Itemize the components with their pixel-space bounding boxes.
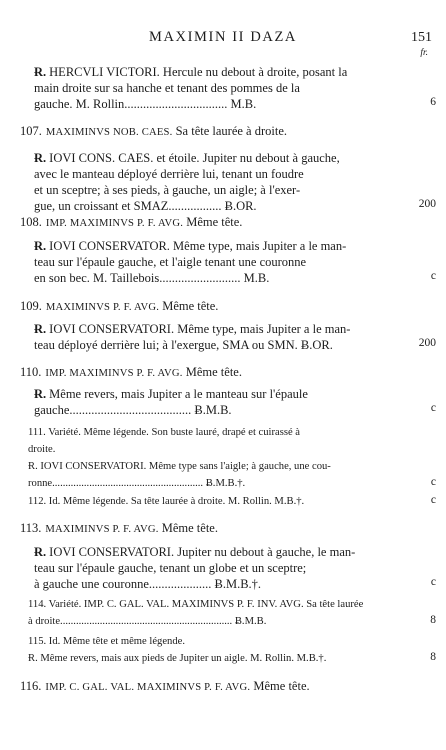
text-line: Ɍ. Même revers, mais aux pieds de Jupiter un aigle. M. Rollin. M.B.†. xyxy=(28,653,327,664)
obverse-description: Même tête. xyxy=(182,365,242,379)
entry-number: 116. xyxy=(20,679,42,693)
text-line: gauche....................................... Ƀ.M.B. xyxy=(34,403,232,417)
obverse-legend: IMP. C. GAL. VAL. MAXIMINVS P. F. AVG. xyxy=(45,682,251,693)
text-line: main droite sur sa hanche et tenant des pommes de la xyxy=(34,81,300,95)
reverse-symbol: Ɍ. xyxy=(34,151,47,165)
entry-number: 113. xyxy=(20,521,42,535)
rarity-value: 8 xyxy=(430,614,436,626)
text-line: à gauche une couronne.................... Ƀ.M.B.†. xyxy=(34,577,262,591)
reverse-symbol: Ɍ. xyxy=(34,322,47,336)
text-line: teau sur l'épaule gauche, tenant un globe et un sceptre; xyxy=(34,561,307,575)
text-line: Ɍ. IOVI CONSERVATORI. Même type sans l'aigle; à gauche, une cou- xyxy=(28,461,331,472)
rarity-value: c xyxy=(430,270,436,282)
text-line: en son bec. M. Taillebois.......................... M.B. xyxy=(34,271,270,285)
obverse-description: Même tête. xyxy=(250,679,310,693)
page-title: MAXIMIN II DAZA xyxy=(148,29,298,45)
text-line: teau déployé derrière lui; à l'exergue, SMA ou SMN. Ƀ.OR. xyxy=(34,338,333,352)
reverse-block xyxy=(34,544,396,592)
rarity-value: 8 xyxy=(430,651,436,663)
text-line: ronne......................................................... Ƀ.M.B.†. xyxy=(28,478,246,489)
obverse-legend: IMP. MAXIMINVS P. F. AVG. xyxy=(45,368,183,379)
text-line: gue, un croissant et SMAZ................. Ƀ.OR. xyxy=(34,199,257,213)
text-line: 111. Variété. Même légende. Son buste lauré, drapé et cuirassé à xyxy=(28,427,301,438)
obverse-legend: MAXIMINVS P. F. AVG. xyxy=(45,302,160,313)
obverse-description: Même tête. xyxy=(159,299,219,313)
rarity-value: 200 xyxy=(418,198,436,210)
reverse-symbol: Ɍ. xyxy=(34,239,47,253)
obverse-line xyxy=(20,214,380,232)
text-line: gauche. M. Rollin................................. M.B. xyxy=(34,97,257,111)
reverse-symbol: Ɍ. xyxy=(34,545,47,559)
rarity-value: 6 xyxy=(430,96,436,108)
text-line: Ɍ. IOVI CONSERVATORI. Jupiter nu debout à gauche, le man- xyxy=(34,545,356,559)
obverse-legend: MAXIMINVS P. F. AVG. xyxy=(45,524,159,535)
text-line: à droite................................................................. Ƀ.M.B. xyxy=(28,616,267,627)
text-line: Ɍ. IOVI CONSERVATORI. Même type, mais Jupiter a le man- xyxy=(34,322,351,336)
entry-number: 108. xyxy=(20,215,42,229)
text-line: avec le manteau déployé derrière lui, tenant un foudre xyxy=(34,167,304,181)
obverse-line xyxy=(20,298,380,316)
entry-number: 109. xyxy=(20,299,42,313)
text-line: 115. Id. Même tête et même légende. xyxy=(28,636,185,647)
reverse-block xyxy=(34,386,396,418)
variant-block xyxy=(28,494,390,511)
entry-number: 107. xyxy=(20,124,42,138)
reverse-block xyxy=(34,238,396,286)
rarity-value: c xyxy=(430,402,436,414)
variant-block xyxy=(28,634,390,668)
rarity-value: c xyxy=(430,576,436,588)
obverse-legend: MAXIMINVS NOB. CAES. xyxy=(45,127,173,138)
obverse-description: Même tête. xyxy=(183,215,243,229)
obverse-description: Sa tête laurée à droite. xyxy=(172,124,288,138)
variant-block xyxy=(28,597,390,631)
text-line: Ɍ. IOVI CONS. CAES. et étoile. Jupiter nu debout à gauche, xyxy=(34,151,340,165)
rarity-value: c xyxy=(430,476,436,488)
entry-number: 110. xyxy=(20,365,42,379)
text-line: 114. Variété. IMP. C. GAL. VAL. MAXIMINVS P. F. INV. AVG. Sa tête laurée xyxy=(28,599,364,610)
obverse-legend: IMP. MAXIMINVS P. F. AVG. xyxy=(45,218,184,229)
text-line: droite. xyxy=(28,444,56,455)
obverse-line xyxy=(20,678,380,696)
reverse-block xyxy=(34,64,396,112)
unit-label: fr. xyxy=(420,48,428,58)
obverse-description: Même tête. xyxy=(158,521,218,535)
text-line: et un sceptre; à ses pieds, à gauche, un aigle; à l'exer- xyxy=(34,183,301,197)
obverse-line xyxy=(20,520,380,538)
text-line: teau sur l'épaule gauche, et l'aigle tenant une couronne xyxy=(34,255,307,269)
reverse-symbol: Ɍ. xyxy=(34,65,47,79)
text-line: Ɍ. Même revers, mais Jupiter a le manteau sur l'épaule xyxy=(34,387,308,401)
reverse-block xyxy=(34,321,396,353)
rarity-value: 200 xyxy=(418,337,436,349)
reverse-symbol: Ɍ. xyxy=(34,387,47,401)
page-number: 151 xyxy=(411,30,432,45)
obverse-line xyxy=(20,123,380,141)
obverse-line xyxy=(20,364,380,382)
text-line: 112. Id. Même légende. Sa tête laurée à droite. M. Rollin. M.B.†. xyxy=(28,496,305,507)
reverse-block xyxy=(34,150,396,214)
rarity-value: c xyxy=(430,494,436,506)
text-line: Ɍ. IOVI CONSERVATOR. Même type, mais Jupiter a le man- xyxy=(34,239,347,253)
text-line: Ɍ. HERCVLI VICTORI. Hercule nu debout à droite, posant la xyxy=(34,65,348,79)
variant-block xyxy=(28,425,390,493)
